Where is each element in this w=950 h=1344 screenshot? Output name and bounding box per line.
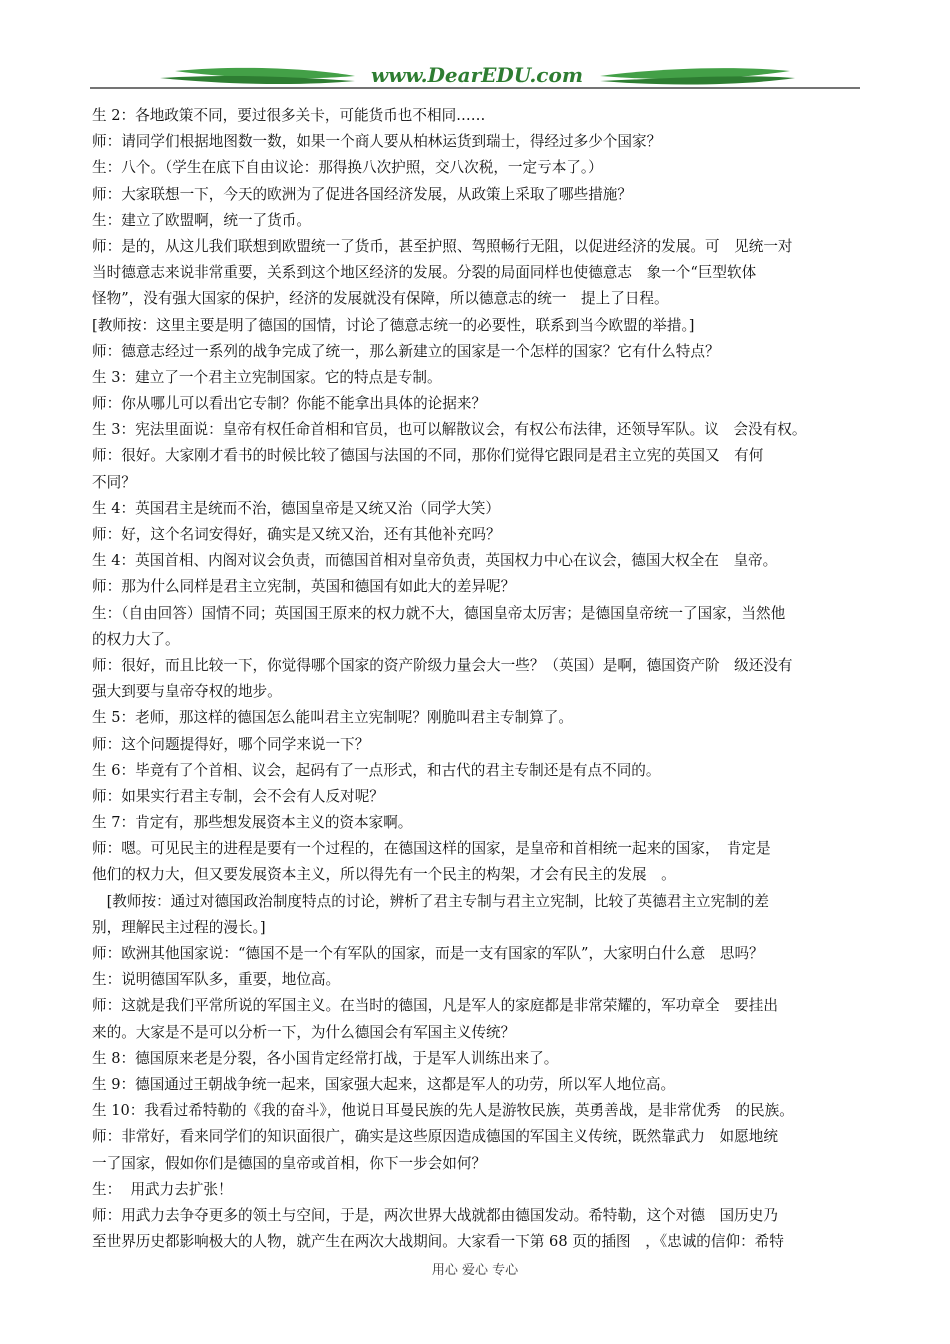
text-line: 生 5：老师，那这样的德国怎么能叫君主立宪制呢？刚脆叫君主专制算了。: [92, 709, 573, 727]
text-line: 生 6：毕竟有了个首相、议会，起码有了一点形式，和古代的君主专制还是有点不同的。: [92, 761, 661, 779]
text-line: 师：很好。大家刚才看书的时候比较了德国与法国的不同，那你们觉得它跟同是君主立宪的英国又 有何: [92, 447, 764, 465]
text-line: 生 3：建立了一个君主立宪制国家。它的特点是专制。: [92, 368, 442, 386]
text-line: 别，理解民主过程的漫长。]: [92, 918, 266, 936]
text-line: 生：建立了欧盟啊，统一了货币。: [92, 211, 311, 229]
document-body: [92, 103, 862, 1255]
text-line: 生 7：肯定有，那些想发展资本主义的资本家啊。: [92, 814, 413, 832]
text-line: 师：大家联想一下，今天的欧洲为了促进各国经济发展，从政策上采取了哪些措施？: [92, 185, 632, 203]
text-line: 师：是的，从这儿我们联想到欧盟统一了货币，甚至护照、驾照畅行无阻，以促进经济的发展。可 见统一对: [92, 237, 793, 255]
text-line: [教师按：这里主要是明了德国的国情，讨论了德意志统一的必要性，联系到当今欧盟的举措。]: [92, 316, 695, 334]
text-line: 生 9：德国通过王朝战争统一起来，国家强大起来，这都是军人的功劳，所以军人地位高。: [92, 1075, 676, 1093]
text-line: 师：用武力去争夺更多的领土与空间，于是，两次世界大战就都由德国发动。希特勒，这个对德 国历史乃: [92, 1206, 778, 1224]
text-line: 生 10：我看过希特勒的《我的奋斗》，他说日耳曼民族的先人是游牧民族，英勇善战，是非常优秀 的民族。: [92, 1102, 794, 1120]
text-line: 师：如果实行君主专制，会不会有人反对呢？: [92, 787, 384, 805]
site-logo-text: www.DearEDU.com: [370, 63, 584, 87]
text-line: 生： 用武力去扩张！: [92, 1180, 233, 1198]
text-line: 师：非常好，看来同学们的知识面很广，确实是这些原因造成德国的军国主义传统，既然靠武力 如愿地统: [92, 1128, 778, 1146]
text-line: 一了国家，假如你们是德国的皇帝或首相，你下一步会如何？: [92, 1154, 487, 1172]
text-line: 生：（自由回答）国情不同；英国国王原来的权力就不大，德国皇帝太厉害；是德国皇帝统一了国家，当然他: [92, 604, 786, 622]
text-line: 的权力大了。: [92, 630, 180, 648]
text-line: 生 2：各地政策不同，要过很多关卡，可能货币也不相同……: [92, 107, 486, 124]
text-line: 至世界历史都影响极大的人物，就产生在两次大战期间。大家看一下第 68 页的插图 ，《忠诚的信仰：希特: [92, 1233, 784, 1251]
text-line: 他们的权力大，但又要发展资本主义，所以得先有一个民主的构架，才会有民主的发展 。: [92, 866, 676, 884]
text-line: 来的。大家是不是可以分析一下，为什么德国会有军国主义传统？: [92, 1023, 516, 1041]
text-line: 生 8：德国原来老是分裂，各小国肯定经常打战，于是军人训练出来了。: [92, 1049, 559, 1067]
text-line: 师：欧洲其他国家说：“德国不是一个有军队的国家，而是一支有国家的军队”，大家明白什么意 思吗？: [92, 945, 764, 962]
site-header-banner: [90, 60, 860, 92]
text-line: 怪物”，没有强大国家的保护，经济的发展就没有保障，所以德意志的统一 提上了日程。: [92, 290, 669, 308]
text-line: 强大到要与皇帝夺权的地步。: [92, 683, 282, 701]
text-line: 生：说明德国军队多，重要，地位高。: [92, 971, 341, 989]
text-line: 生：八个。（学生在底下自由议论：那得换八次护照，交八次税，一定亏本了。）: [92, 159, 603, 177]
text-line: 师：请同学们根据地图数一数，如果一个商人要从柏林运货到瑞士，得经过多少个国家？: [92, 133, 662, 151]
text-line: 师：好，这个名词安得好，确实是又统又治，还有其他补充吗？: [92, 526, 501, 543]
text-line: 师：德意志经过一系列的战争完成了统一，那么新建立的国家是一个怎样的国家？它有什么特点？: [92, 342, 720, 360]
text-line: 师：这就是我们平常所说的军国主义。在当时的德国，凡是军人的家庭都是非常荣耀的，军功章全 要挂出: [92, 997, 778, 1015]
text-line: 师：嗯。可见民主的进程是要有一个过程的，在德国这样的国家，是皇帝和首相统一起来的国家， 肯定是: [92, 840, 771, 858]
text-line: 当时德意志来说非常重要，关系到这个地区经济的发展。分裂的局面同样也使德意志 象一个“巨型软体: [92, 264, 757, 282]
text-line: 师：很好，而且比较一下，你觉得哪个国家的资产阶级力量会大一些？（英国）是啊，德国资产阶 级还没有: [92, 656, 793, 674]
text-line: 师：那为什么同样是君主立宪制，英国和德国有如此大的差异呢？: [92, 578, 516, 596]
page-footer: 用心 爱心 专心: [431, 1263, 519, 1278]
text-line: 生 4：英国君主是统而不治，德国皇帝是又统又治（同学大笑）: [92, 499, 500, 517]
text-line: 不同？: [92, 473, 136, 491]
text-line: 生 3：宪法里面说：皇帝有权任命首相和官员，也可以解散议会，有权公布法律，还领导军队。议 会没有权。: [92, 421, 807, 439]
text-line: 师：你从哪儿可以看出它专制？你能不能拿出具体的论据来？: [92, 395, 487, 413]
text-line: 生 4：英国首相、内阁对议会负责，而德国首相对皇帝负责，英国权力中心在议会，德国大权全在 皇帝。: [92, 552, 778, 570]
text-line: 师：这个问题提得好，哪个同学来说一下？: [92, 735, 370, 753]
text-line: [教师按：通过对德国政治制度特点的讨论，辨析了君主专制与君主立宪制，比较了英德君主立宪制的差: [92, 892, 770, 910]
